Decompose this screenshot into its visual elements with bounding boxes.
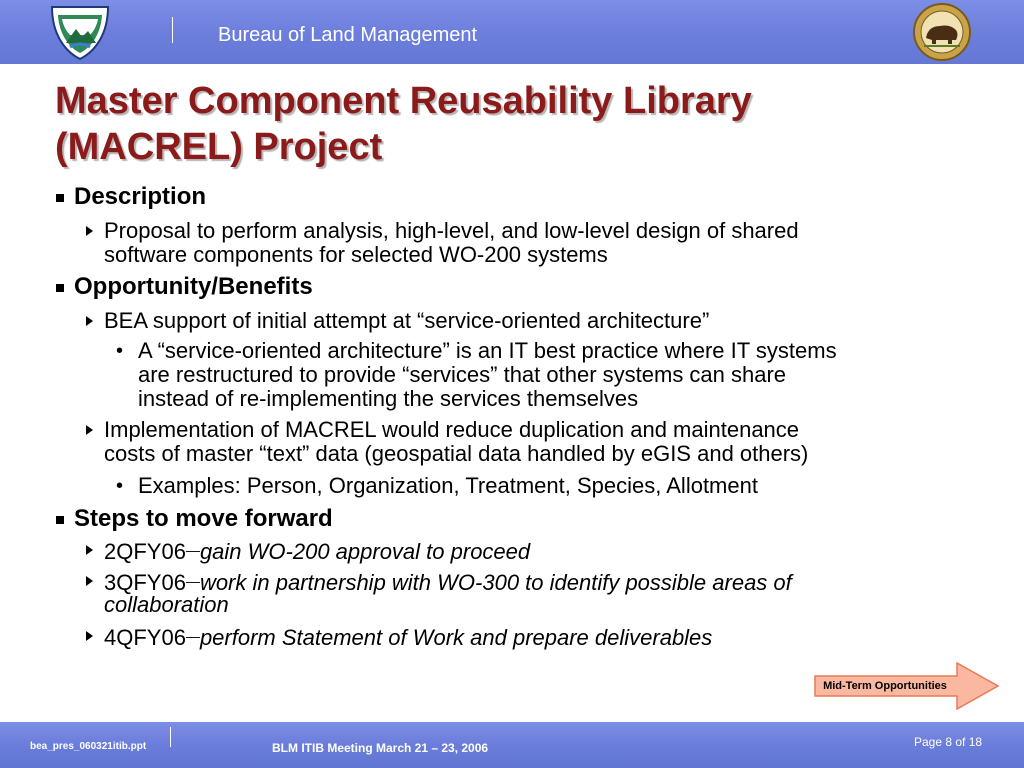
step-text: perform Statement of Work and prepare deliverables bbox=[199, 625, 713, 650]
step-text-continued: collaboration bbox=[104, 592, 229, 617]
footer-meeting: BLM ITIB Meeting March 21 – 23, 2006 bbox=[272, 741, 489, 755]
blm-shield-logo-icon bbox=[48, 3, 112, 61]
triangle-bullet-icon bbox=[86, 576, 93, 586]
triangle-bullet-icon bbox=[86, 425, 93, 435]
footer-band bbox=[0, 722, 1024, 768]
triangle-bullet-icon bbox=[86, 316, 93, 326]
triangle-bullet-icon bbox=[86, 226, 93, 236]
square-bullet-icon bbox=[56, 284, 64, 292]
step-item bbox=[104, 624, 712, 650]
interior-department-seal-icon bbox=[912, 2, 972, 62]
bullet-text: Implementation of MACREL would reduce duplication and maintenance bbox=[104, 417, 800, 442]
sub-bullet-text: Examples: Person, Organization, Treatment, Species, Allotment bbox=[138, 473, 758, 498]
bullet-text: software components for selected WO-200 systems bbox=[104, 242, 608, 267]
step-item bbox=[104, 538, 530, 564]
bullet-text: BEA support of initial attempt at “service-oriented architecture” bbox=[104, 308, 710, 333]
slide-title-line-2: (MACREL) Project bbox=[55, 126, 383, 168]
callout-label: Mid-Term Opportunities bbox=[823, 680, 947, 692]
triangle-bullet-icon bbox=[86, 631, 93, 641]
bullet-text: costs of master “text” data (geospatial data handled by eGIS and others) bbox=[104, 441, 809, 466]
footer-page-number: Page 8 of 18 bbox=[914, 735, 983, 749]
sub-bullet-text: instead of re-implementing the services themselves bbox=[138, 386, 639, 411]
dot-bullet-icon: • bbox=[116, 475, 124, 497]
square-bullet-icon bbox=[56, 194, 64, 202]
section-heading-description: Description bbox=[74, 183, 207, 210]
step-quarter: 3QFY06 bbox=[104, 570, 186, 595]
footer-divider bbox=[170, 727, 171, 747]
triangle-bullet-icon bbox=[86, 545, 93, 555]
step-text: gain WO-200 approval to proceed bbox=[199, 539, 531, 564]
step-dash: — bbox=[185, 573, 200, 589]
step-quarter: 4QFY06 bbox=[104, 625, 186, 650]
section-heading-steps: Steps to move forward bbox=[74, 505, 333, 532]
bullet-text: Proposal to perform analysis, high-level, and low-level design of shared bbox=[104, 218, 799, 243]
sub-bullet-text: A “service-oriented architecture” is an IT best practice where IT systems bbox=[138, 338, 837, 363]
sub-bullet-text: are restructured to provide “services” that other systems can share bbox=[138, 362, 787, 387]
step-text: work in partnership with WO-300 to identify possible areas of bbox=[199, 570, 792, 595]
header-band bbox=[0, 0, 1024, 64]
slide-title bbox=[55, 78, 955, 170]
org-name: Bureau of Land Management bbox=[218, 24, 478, 46]
slide-title-line-1: Master Component Reusability Library bbox=[55, 80, 752, 122]
square-bullet-icon bbox=[56, 516, 64, 524]
section-heading-opportunity: Opportunity/Benefits bbox=[74, 273, 313, 300]
footer-filename: bea_pres_060321itib.ppt bbox=[30, 741, 147, 752]
step-dash: — bbox=[185, 542, 200, 558]
dot-bullet-icon: • bbox=[116, 340, 124, 362]
step-dash: — bbox=[185, 628, 200, 644]
header-divider bbox=[172, 17, 173, 43]
step-quarter: 2QFY06 bbox=[104, 539, 186, 564]
